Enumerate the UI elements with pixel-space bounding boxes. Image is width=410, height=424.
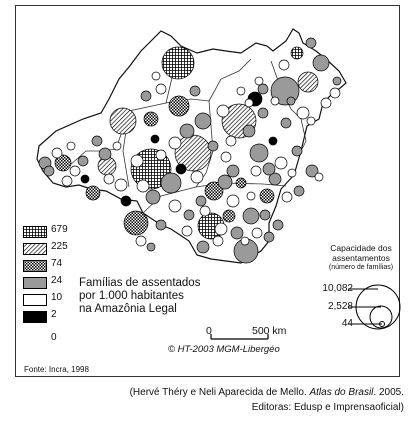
figure-caption: [130, 385, 404, 415]
settlement-marker: [70, 166, 80, 176]
settlement-marker: [81, 175, 89, 183]
settlement-marker: [115, 179, 127, 191]
capacity-title-line-2: assentamentos: [332, 253, 390, 263]
settlement-marker: [227, 195, 239, 207]
caption-line-2: Editoras: Edusp e Imprensaoficial): [251, 402, 404, 413]
settlement-marker: [182, 226, 192, 236]
settlement-marker: [99, 148, 111, 160]
settlement-marker: [144, 112, 158, 126]
settlement-marker: [241, 237, 249, 245]
settlement-marker: [273, 220, 283, 230]
settlement-marker: [227, 165, 239, 177]
capacity-circle-medium: [370, 306, 392, 328]
settlement-marker: [78, 156, 88, 166]
map-frame: [15, 5, 400, 377]
settlement-marker: [195, 113, 211, 129]
settlement-marker: [110, 108, 136, 134]
capacity-value-medium: 2,528: [327, 301, 353, 312]
legend-label-0: 0: [51, 332, 57, 343]
settlement-marker: [152, 72, 160, 80]
capacity-title: [321, 243, 401, 273]
legend-swatch-225: [23, 243, 47, 255]
settlement-marker: [169, 137, 181, 149]
settlement-marker: [113, 142, 121, 150]
settlement-marker: [243, 125, 255, 137]
caption-book-title: Atlas do Brasil: [309, 387, 374, 398]
map-credit: © HT-2003 MGM-Libergéo: [168, 344, 280, 355]
settlement-marker: [191, 171, 203, 183]
settlement-marker: [92, 136, 102, 146]
settlement-marker: [217, 105, 229, 117]
legend-class-679: [23, 224, 83, 240]
settlement-marker: [291, 47, 303, 59]
settlement-marker: [156, 84, 166, 94]
settlement-marker: [52, 148, 62, 158]
settlement-marker: [62, 176, 72, 186]
settlement-marker: [251, 166, 261, 176]
settlement-marker: [137, 180, 149, 192]
settlement-marker: [190, 86, 200, 96]
settlement-marker: [161, 173, 181, 193]
legend-class-2: [23, 309, 83, 325]
settlement-marker: [294, 186, 304, 196]
settlement-marker: [151, 135, 159, 143]
settlement-marker: [146, 190, 160, 204]
legend-title: [79, 277, 200, 316]
legend-swatch-10: [23, 294, 47, 306]
settlement-marker: [264, 232, 274, 242]
settlement-marker: [124, 211, 148, 235]
settlement-marker: [156, 220, 166, 230]
settlement-marker: [263, 163, 275, 175]
settlement-marker: [287, 97, 295, 105]
legend-swatch-2: [23, 311, 47, 323]
settlement-marker: [275, 157, 287, 169]
caption-line-1-text: (Hervé Théry e Neli Aparecida de Mello.: [129, 387, 310, 398]
settlement-marker: [104, 174, 114, 184]
legend-swatch-24: [23, 277, 47, 289]
scale-start-label: 0: [206, 325, 212, 337]
settlement-marker: [258, 84, 268, 94]
legend-class-24: [23, 275, 83, 291]
settlement-marker: [282, 192, 292, 202]
settlement-marker: [121, 196, 131, 206]
legend-title-line-3: na Amazônia Legal: [79, 303, 177, 315]
settlement-marker: [147, 243, 155, 251]
settlement-marker: [260, 189, 274, 203]
settlement-marker: [223, 210, 235, 222]
settlement-marker: [243, 208, 259, 224]
settlement-marker: [184, 210, 194, 220]
settlement-marker: [306, 38, 316, 48]
settlement-marker: [44, 166, 54, 176]
legend-swatch-74: [23, 260, 47, 272]
settlement-marker: [315, 173, 323, 181]
settlement-marker: [307, 117, 315, 125]
settlement-marker: [297, 107, 309, 119]
legend-label-74: 74: [51, 258, 63, 269]
settlement-marker: [250, 144, 268, 162]
settlement-marker: [200, 206, 210, 216]
caption-line-1: [130, 385, 404, 400]
settlement-marker: [67, 142, 75, 150]
capacity-subtitle: (número de famílias): [328, 264, 394, 271]
settlement-marker: [208, 141, 218, 151]
settlement-marker: [221, 152, 231, 162]
settlement-marker: [269, 137, 277, 145]
settlement-marker: [196, 196, 206, 206]
settlement-marker: [298, 72, 318, 92]
settlement-marker: [86, 186, 100, 200]
settlement-marker: [176, 164, 186, 174]
legend-class-225: [23, 241, 83, 257]
settlement-marker: [321, 98, 331, 108]
settlement-marker: [333, 77, 341, 85]
settlement-markers: [39, 38, 341, 263]
legend-class-10: [23, 292, 83, 308]
legend-label-2: 2: [51, 309, 57, 320]
legend-label-225: 225: [51, 241, 68, 252]
settlement-marker: [136, 236, 146, 246]
settlement-marker: [141, 91, 151, 101]
settlement-marker: [258, 108, 268, 118]
settlement-marker: [131, 155, 143, 167]
settlement-marker: [236, 178, 246, 188]
capacity-circles: [348, 285, 400, 329]
settlement-marker: [313, 55, 329, 71]
settlement-marker: [226, 136, 236, 146]
caption-line-1-end: . 2005.: [373, 387, 404, 398]
settlement-marker: [197, 241, 209, 253]
settlement-marker: [169, 200, 181, 212]
legend-title-line-1: Famílias de assentados: [79, 277, 201, 289]
settlement-marker: [288, 169, 296, 177]
legend-class-74: [23, 258, 83, 274]
legend-label-679: 679: [51, 224, 68, 235]
settlement-marker: [231, 227, 243, 239]
settlement-marker: [218, 175, 232, 189]
legend-label-10: 10: [51, 292, 63, 303]
scale-end-label: 500 km: [252, 325, 287, 337]
settlement-marker: [162, 47, 194, 79]
settlement-marker: [245, 99, 253, 107]
settlement-marker: [281, 118, 291, 128]
capacity-value-large: 10,082: [322, 283, 353, 294]
capacity-title-line-1: Capacidade dos: [330, 243, 392, 253]
legend-swatch-679: [23, 226, 47, 238]
settlement-marker: [156, 150, 166, 160]
settlement-marker: [292, 146, 302, 156]
settlement-marker: [260, 210, 270, 220]
capacity-value-small: 44: [341, 318, 353, 329]
legend-class-0: [23, 326, 83, 342]
legend-label-24: 24: [51, 275, 63, 286]
settlement-marker: [215, 223, 227, 235]
settlement-marker: [279, 60, 289, 70]
settlement-marker: [255, 77, 263, 85]
settlement-marker: [252, 228, 262, 238]
settlement-marker: [213, 236, 223, 246]
legend-title-line-2: por 1.000 habitantes: [79, 290, 184, 302]
settlement-marker: [330, 88, 340, 98]
settlement-marker: [247, 192, 255, 200]
map-source: Fonte: Incra, 1998: [24, 365, 89, 374]
settlement-marker: [237, 87, 245, 95]
settlement-marker: [180, 124, 194, 138]
settlement-marker: [169, 96, 189, 116]
settlement-marker: [271, 97, 279, 105]
